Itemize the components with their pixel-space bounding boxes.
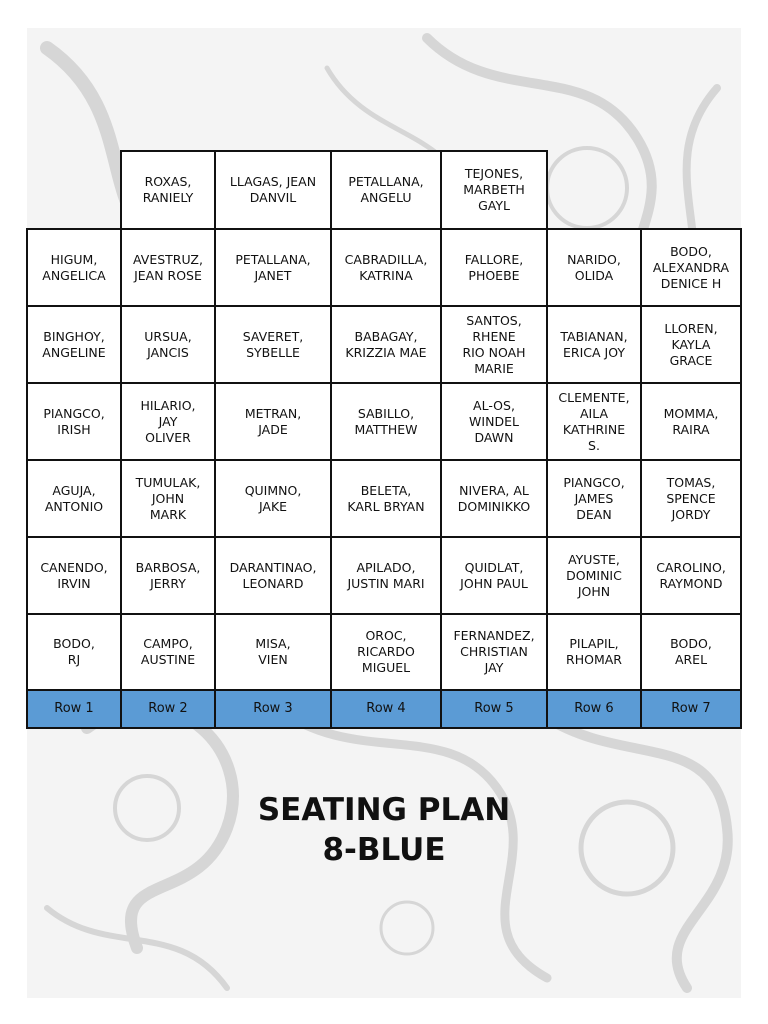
seat-cell: LLAGAS, JEAN DANVIL [214,150,332,230]
seat-cell: SANTOS, RHENE RIO NOAH MARIE [440,305,548,384]
row-label: Row 6 [546,689,642,729]
empty-seat [641,151,741,229]
seat-cell: QUIMNO, JAKE [214,459,332,538]
seat-cell: MISA, VIEN [214,613,332,691]
seat-cell: CAMPO, AUSTINE [120,613,216,691]
seat-cell: PILAPIL, RHOMAR [546,613,642,691]
seat-cell: BODO, AREL [640,613,742,691]
seat-cell: PIANGCO, IRISH [26,382,122,461]
seat-cell: BELETA, KARL BRYAN [330,459,442,538]
seat-cell: SABILLO, MATTHEW [330,382,442,461]
seat-cell: TEJONES, MARBETH GAYL [440,150,548,230]
seat-cell: TABIANAN, ERICA JOY [546,305,642,384]
row-label: Row 3 [214,689,332,729]
seating-grid [27,151,741,728]
seat-cell: FALLORE, PHOEBE [440,228,548,307]
row-label: Row 2 [120,689,216,729]
seat-cell: CANENDO, IRVIN [26,536,122,615]
seat-cell: PETALLANA, ANGELU [330,150,442,230]
seat-cell: ROXAS, RANIELY [120,150,216,230]
seat-cell: CLEMENTE, AILA KATHRINE S. [546,382,642,461]
seat-cell: BINGHOY, ANGELINE [26,305,122,384]
seat-cell: AL-OS, WINDEL DAWN [440,382,548,461]
seat-cell: OROC, RICARDO MIGUEL [330,613,442,691]
seat-cell: URSUA, JANCIS [120,305,216,384]
seat-cell: BODO, ALEXANDRA DENICE H [640,228,742,307]
empty-seat [547,151,641,229]
seat-cell: TOMAS, SPENCE JORDY [640,459,742,538]
seat-cell: AYUSTE, DOMINIC JOHN [546,536,642,615]
seat-cell: PIANGCO, JAMES DEAN [546,459,642,538]
row-label: Row 4 [330,689,442,729]
seat-cell: METRAN, JADE [214,382,332,461]
row-label: Row 5 [440,689,548,729]
seat-cell: BARBOSA, JERRY [120,536,216,615]
seat-cell: MOMMA, RAIRA [640,382,742,461]
seat-cell: NARIDO, OLIDA [546,228,642,307]
seat-cell: APILADO, JUSTIN MARI [330,536,442,615]
seat-cell: AVESTRUZ, JEAN ROSE [120,228,216,307]
seat-cell: HIGUM, ANGELICA [26,228,122,307]
seat-cell: FERNANDEZ, CHRISTIAN JAY [440,613,548,691]
seat-cell: QUIDLAT, JOHN PAUL [440,536,548,615]
title-line-2: 8-BLUE [322,832,446,868]
seat-cell: NIVERA, AL DOMINIKKO [440,459,548,538]
seat-cell: BODO, RJ [26,613,122,691]
seat-cell: SAVERET, SYBELLE [214,305,332,384]
seat-cell: PETALLANA, JANET [214,228,332,307]
seat-cell: LLOREN, KAYLA GRACE [640,305,742,384]
row-label: Row 1 [26,689,122,729]
page-title [0,790,768,870]
seat-cell: HILARIO, JAY OLIVER [120,382,216,461]
title-line-1: SEATING PLAN [257,792,511,828]
seat-cell: BABAGAY, KRIZZIA MAE [330,305,442,384]
seat-cell: CABRADILLA, KATRINA [330,228,442,307]
empty-seat [27,151,121,229]
seat-cell: DARANTINAO, LEONARD [214,536,332,615]
seat-cell: TUMULAK, JOHN MARK [120,459,216,538]
seat-cell: CAROLINO, RAYMOND [640,536,742,615]
seat-cell: AGUJA, ANTONIO [26,459,122,538]
row-label: Row 7 [640,689,742,729]
